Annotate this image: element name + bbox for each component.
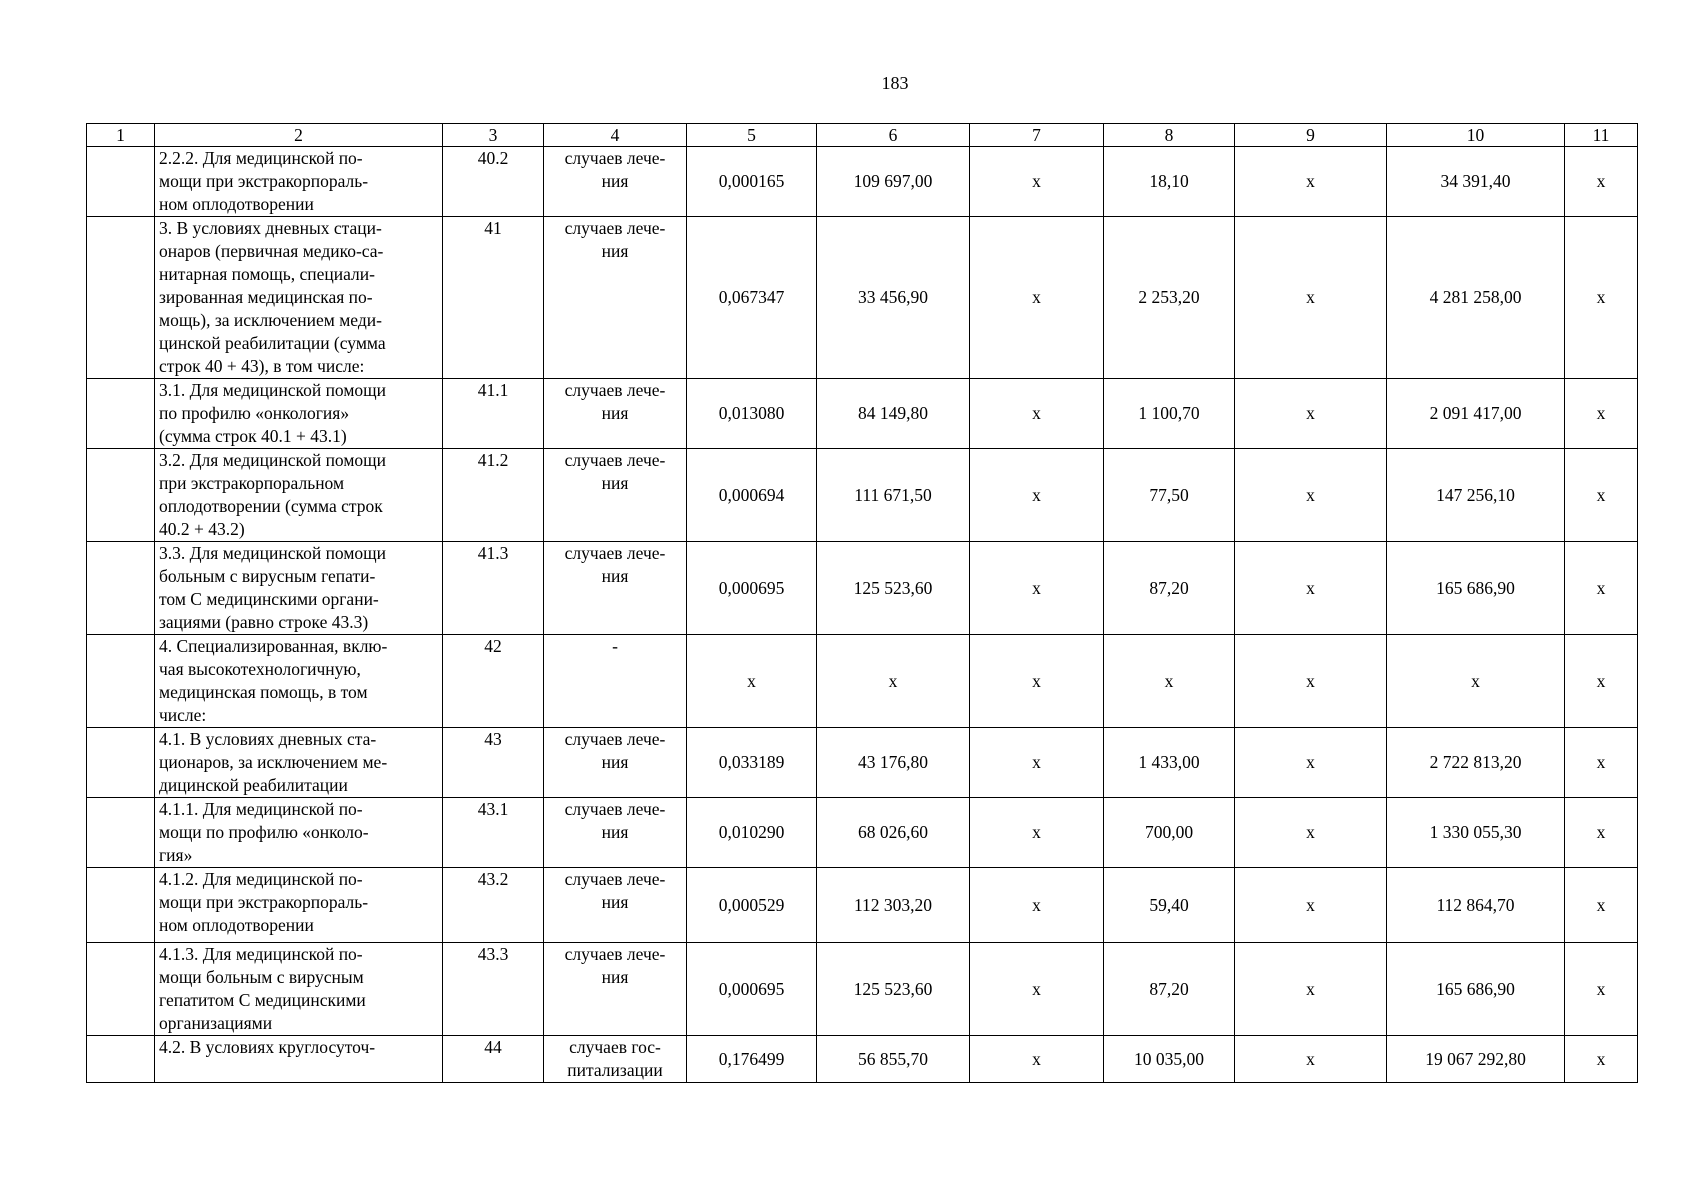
unit-cell: случаев лече- ния xyxy=(544,868,687,943)
cost-norm-cell: 33 456,90 xyxy=(817,217,970,379)
oms-total-cell: 2 722 813,20 xyxy=(1387,728,1565,798)
share-cell: х xyxy=(1565,943,1638,1036)
volume-norm-cell: 0,067347 xyxy=(687,217,817,379)
cost-norm-cell: 111 671,50 xyxy=(817,449,970,542)
line-number-cell: 43.3 xyxy=(443,943,544,1036)
table-row xyxy=(87,1036,1638,1083)
indicator-name-cell: 3.2. Для медицинской помощи при экстракорпоральном оплодотворении (сумма строк 40.2 + 43.2) xyxy=(155,449,443,542)
budget-per-capita-cell: х xyxy=(970,728,1104,798)
unit-cell: случаев лече- ния xyxy=(544,728,687,798)
data-table xyxy=(86,123,1638,1083)
oms-per-capita-cell: 1 100,70 xyxy=(1104,379,1235,449)
oms-total-cell: х xyxy=(1387,635,1565,728)
volume-norm-cell: 0,010290 xyxy=(687,798,817,868)
first-column-cell xyxy=(87,635,155,728)
budget-per-capita-cell: х xyxy=(970,217,1104,379)
table-body xyxy=(87,147,1638,1083)
cost-norm-cell: 125 523,60 xyxy=(817,542,970,635)
indicator-name-cell: 4.1.3. Для медицинской по- мощи больным с вирусным гепатитом С медицинскими организациями xyxy=(155,943,443,1036)
indicator-name-cell: 2.2.2. Для медицинской по- мощи при экстракорпораль- ном оплодотворении xyxy=(155,147,443,217)
oms-per-capita-cell: 1 433,00 xyxy=(1104,728,1235,798)
column-header: 4 xyxy=(544,124,687,147)
budget-total-cell: х xyxy=(1235,943,1387,1036)
budget-total-cell: х xyxy=(1235,868,1387,943)
share-cell: х xyxy=(1565,449,1638,542)
line-number-cell: 43.2 xyxy=(443,868,544,943)
volume-norm-cell: 0,000694 xyxy=(687,449,817,542)
oms-per-capita-cell: 18,10 xyxy=(1104,147,1235,217)
table-row xyxy=(87,379,1638,449)
table-row xyxy=(87,728,1638,798)
budget-total-cell: х xyxy=(1235,728,1387,798)
budget-per-capita-cell: х xyxy=(970,542,1104,635)
column-header: 10 xyxy=(1387,124,1565,147)
indicator-name-cell: 3.1. Для медицинской помощи по профилю «онкология» (сумма строк 40.1 + 43.1) xyxy=(155,379,443,449)
column-header: 3 xyxy=(443,124,544,147)
table-row xyxy=(87,449,1638,542)
volume-norm-cell: 0,033189 xyxy=(687,728,817,798)
budget-total-cell: х xyxy=(1235,147,1387,217)
indicator-name-cell: 3.3. Для медицинской помощи больным с вирусным гепати- том С медицинскими органи- зациями (равно строке 43.3) xyxy=(155,542,443,635)
unit-cell: случаев гос- питализации xyxy=(544,1036,687,1083)
volume-norm-cell: 0,000695 xyxy=(687,542,817,635)
oms-per-capita-cell: 2 253,20 xyxy=(1104,217,1235,379)
share-cell: х xyxy=(1565,147,1638,217)
table-row xyxy=(87,943,1638,1036)
header-row xyxy=(87,124,1638,147)
line-number-cell: 43 xyxy=(443,728,544,798)
first-column-cell xyxy=(87,379,155,449)
oms-per-capita-cell: 700,00 xyxy=(1104,798,1235,868)
cost-norm-cell: 43 176,80 xyxy=(817,728,970,798)
budget-per-capita-cell: х xyxy=(970,449,1104,542)
volume-norm-cell: 0,000165 xyxy=(687,147,817,217)
unit-cell: случаев лече- ния xyxy=(544,449,687,542)
oms-total-cell: 165 686,90 xyxy=(1387,943,1565,1036)
line-number-cell: 40.2 xyxy=(443,147,544,217)
table-row xyxy=(87,798,1638,868)
first-column-cell xyxy=(87,542,155,635)
share-cell: х xyxy=(1565,635,1638,728)
share-cell: х xyxy=(1565,379,1638,449)
column-header: 6 xyxy=(817,124,970,147)
volume-norm-cell: 0,013080 xyxy=(687,379,817,449)
budget-total-cell: х xyxy=(1235,1036,1387,1083)
budget-per-capita-cell: х xyxy=(970,868,1104,943)
indicator-name-cell: 4.1. В условиях дневных ста- ционаров, за исключением ме- дицинской реабилитации xyxy=(155,728,443,798)
line-number-cell: 41.2 xyxy=(443,449,544,542)
oms-per-capita-cell: 87,20 xyxy=(1104,943,1235,1036)
budget-total-cell: х xyxy=(1235,542,1387,635)
oms-total-cell: 112 864,70 xyxy=(1387,868,1565,943)
budget-total-cell: х xyxy=(1235,449,1387,542)
volume-norm-cell: 0,176499 xyxy=(687,1036,817,1083)
budget-total-cell: х xyxy=(1235,635,1387,728)
oms-total-cell: 147 256,10 xyxy=(1387,449,1565,542)
cost-norm-cell: 109 697,00 xyxy=(817,147,970,217)
first-column-cell xyxy=(87,798,155,868)
budget-total-cell: х xyxy=(1235,217,1387,379)
column-header: 8 xyxy=(1104,124,1235,147)
indicator-name-cell: 4.1.1. Для медицинской по- мощи по профилю «онколо- гия» xyxy=(155,798,443,868)
table-row xyxy=(87,868,1638,943)
unit-cell: случаев лече- ния xyxy=(544,542,687,635)
budget-per-capita-cell: х xyxy=(970,147,1104,217)
budget-per-capita-cell: х xyxy=(970,798,1104,868)
line-number-cell: 41.3 xyxy=(443,542,544,635)
first-column-cell xyxy=(87,1036,155,1083)
oms-per-capita-cell: х xyxy=(1104,635,1235,728)
oms-total-cell: 34 391,40 xyxy=(1387,147,1565,217)
budget-total-cell: х xyxy=(1235,379,1387,449)
budget-per-capita-cell: х xyxy=(970,1036,1104,1083)
first-column-cell xyxy=(87,217,155,379)
unit-cell: случаев лече- ния xyxy=(544,217,687,379)
column-header: 7 xyxy=(970,124,1104,147)
oms-total-cell: 19 067 292,80 xyxy=(1387,1036,1565,1083)
cost-norm-cell: 112 303,20 xyxy=(817,868,970,943)
unit-cell: случаев лече- ния xyxy=(544,943,687,1036)
first-column-cell xyxy=(87,943,155,1036)
column-header: 11 xyxy=(1565,124,1638,147)
oms-total-cell: 2 091 417,00 xyxy=(1387,379,1565,449)
cost-norm-cell: 125 523,60 xyxy=(817,943,970,1036)
oms-total-cell: 1 330 055,30 xyxy=(1387,798,1565,868)
share-cell: х xyxy=(1565,728,1638,798)
first-column-cell xyxy=(87,728,155,798)
line-number-cell: 43.1 xyxy=(443,798,544,868)
table-row xyxy=(87,217,1638,379)
first-column-cell xyxy=(87,868,155,943)
volume-norm-cell: 0,000529 xyxy=(687,868,817,943)
table-row xyxy=(87,542,1638,635)
share-cell: х xyxy=(1565,542,1638,635)
column-header: 1 xyxy=(87,124,155,147)
page-number: 183 xyxy=(881,73,909,93)
line-number-cell: 44 xyxy=(443,1036,544,1083)
budget-total-cell: х xyxy=(1235,798,1387,868)
unit-cell: случаев лече- ния xyxy=(544,798,687,868)
oms-total-cell: 165 686,90 xyxy=(1387,542,1565,635)
oms-per-capita-cell: 10 035,00 xyxy=(1104,1036,1235,1083)
cost-norm-cell: 68 026,60 xyxy=(817,798,970,868)
table-row xyxy=(87,147,1638,217)
oms-per-capita-cell: 59,40 xyxy=(1104,868,1235,943)
unit-cell: случаев лече- ния xyxy=(544,147,687,217)
share-cell: х xyxy=(1565,868,1638,943)
share-cell: х xyxy=(1565,798,1638,868)
volume-norm-cell: х xyxy=(687,635,817,728)
indicator-name-cell: 4. Специализированная, вклю- чая высокотехнологичную, медицинская помощь, в том числе: xyxy=(155,635,443,728)
first-column-cell xyxy=(87,449,155,542)
column-header: 2 xyxy=(155,124,443,147)
first-column-cell xyxy=(87,147,155,217)
line-number-cell: 41.1 xyxy=(443,379,544,449)
line-number-cell: 41 xyxy=(443,217,544,379)
share-cell: х xyxy=(1565,1036,1638,1083)
indicator-name-cell: 4.1.2. Для медицинской по- мощи при экстракорпораль- ном оплодотворении xyxy=(155,868,443,943)
cost-norm-cell: 84 149,80 xyxy=(817,379,970,449)
budget-per-capita-cell: х xyxy=(970,379,1104,449)
column-header: 5 xyxy=(687,124,817,147)
budget-per-capita-cell: х xyxy=(970,635,1104,728)
oms-total-cell: 4 281 258,00 xyxy=(1387,217,1565,379)
cost-norm-cell: х xyxy=(817,635,970,728)
volume-norm-cell: 0,000695 xyxy=(687,943,817,1036)
share-cell: х xyxy=(1565,217,1638,379)
oms-per-capita-cell: 77,50 xyxy=(1104,449,1235,542)
column-header: 9 xyxy=(1235,124,1387,147)
indicator-name-cell: 4.2. В условиях круглосуточ- xyxy=(155,1036,443,1083)
budget-per-capita-cell: х xyxy=(970,943,1104,1036)
cost-norm-cell: 56 855,70 xyxy=(817,1036,970,1083)
line-number-cell: 42 xyxy=(443,635,544,728)
unit-cell: случаев лече- ния xyxy=(544,379,687,449)
indicator-name-cell: 3. В условиях дневных стаци- онаров (первичная медико-са- нитарная помощь, специали- зированная медицинская по- мощь), за исключением меди- цинской реабилитации (сумма строк 40 + 43), в том числе: xyxy=(155,217,443,379)
table-row xyxy=(87,635,1638,728)
unit-cell: - xyxy=(544,635,687,728)
oms-per-capita-cell: 87,20 xyxy=(1104,542,1235,635)
